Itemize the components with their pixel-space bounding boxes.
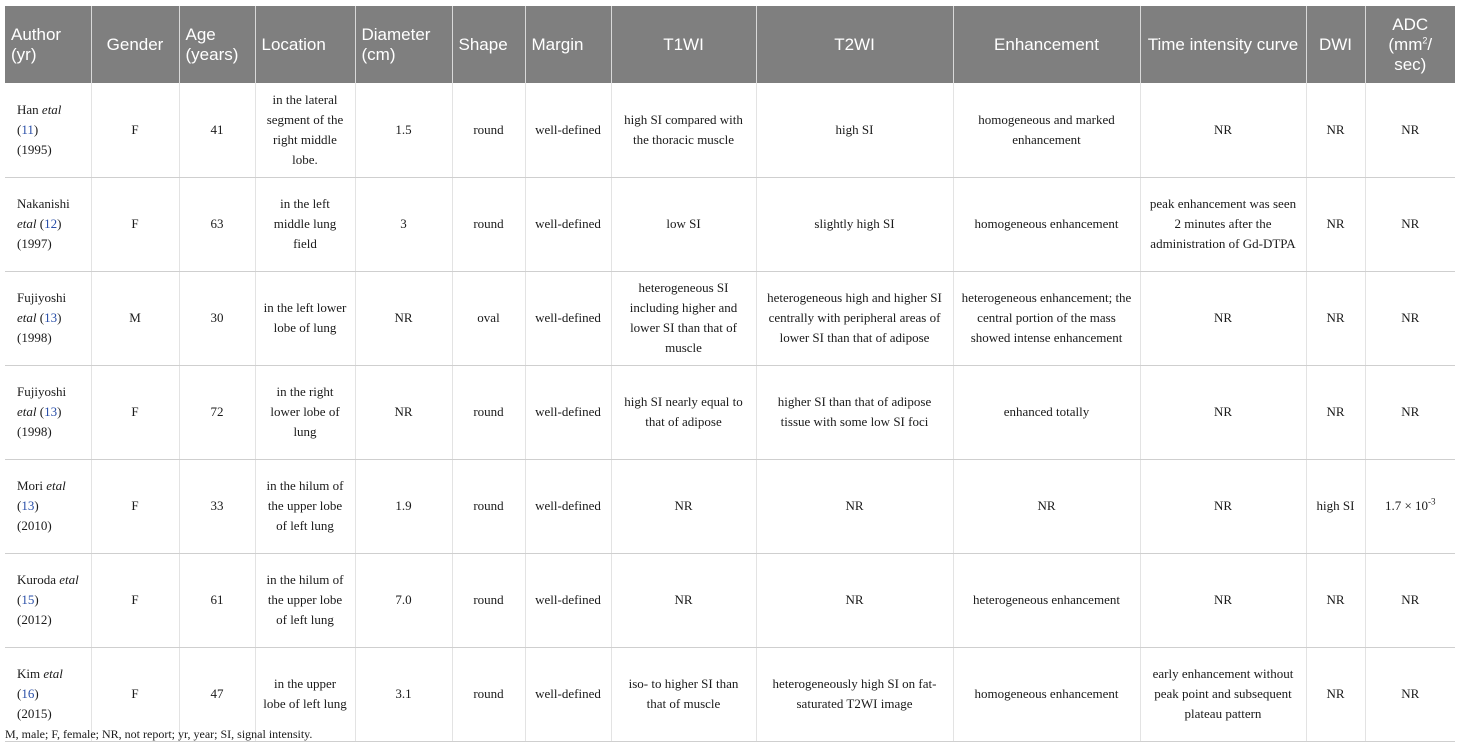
cell-adc <box>1365 553 1455 647</box>
adc-value: 1.7 × 10 <box>1384 498 1429 513</box>
adc-value: NR <box>1401 121 1420 137</box>
author-name: Mori <box>17 478 43 493</box>
cell-author <box>5 177 91 271</box>
cell-margin: well-defined <box>525 459 611 553</box>
cell-time-intensity-curve: NR <box>1140 365 1306 459</box>
author-etal: etal <box>17 310 37 325</box>
cell-location: in the hilum of the upper lobe of left lung <box>255 553 355 647</box>
ref-open: ( <box>17 498 22 513</box>
author-year: (1998) <box>17 330 52 345</box>
cell-margin: well-defined <box>525 553 611 647</box>
header-adc <box>1365 6 1455 83</box>
cell-author <box>5 365 91 459</box>
cell-shape: round <box>452 177 525 271</box>
header-adc-prefix: ADC (mm <box>1388 14 1429 54</box>
cell-dwi: NR <box>1306 83 1365 177</box>
cell-enhancement: homogeneous enhancement <box>953 177 1140 271</box>
author-etal: etal <box>46 478 66 493</box>
cell-shape: round <box>452 553 525 647</box>
author-name: Fujiyoshi <box>17 384 67 399</box>
header-row <box>5 6 1455 83</box>
cell-time-intensity-curve: peak enhancement was seen 2 minutes after the administration of Gd-DTPA <box>1140 177 1306 271</box>
author-year: (2015) <box>17 706 52 721</box>
cell-dwi: NR <box>1306 177 1365 271</box>
cell-t1wi: iso- to higher SI than that of muscle <box>611 647 756 741</box>
cell-location: in the right lower lobe of lung <box>255 365 355 459</box>
cell-author <box>5 271 91 365</box>
cell-time-intensity-curve: NR <box>1140 553 1306 647</box>
header-margin: Margin <box>525 6 611 83</box>
cell-t2wi: heterogeneous high and higher SI centrally with peripheral areas of lower SI than that of adipose <box>756 271 953 365</box>
author-year: (1995) <box>17 141 52 157</box>
cell-t1wi: high SI nearly equal to that of adipose <box>611 365 756 459</box>
cell-age: 63 <box>179 177 255 271</box>
cell-diameter: NR <box>355 365 452 459</box>
ref-open: ( <box>17 121 22 137</box>
cell-adc <box>1365 177 1455 271</box>
cell-t2wi: higher SI than that of adipose tissue with some low SI foci <box>756 365 953 459</box>
cell-gender: F <box>91 83 179 177</box>
author-year: (1997) <box>17 236 52 251</box>
author-year: (1998) <box>17 424 52 439</box>
author-name: Fujiyoshi <box>17 290 67 305</box>
cell-author <box>5 553 91 647</box>
header-t1wi: T1WI <box>611 6 756 83</box>
cell-dwi: high SI <box>1306 459 1365 553</box>
table-container <box>5 6 1455 742</box>
cell-diameter: 7.0 <box>355 553 452 647</box>
ref-open: ( <box>17 592 22 607</box>
cell-enhancement: enhanced totally <box>953 365 1140 459</box>
table-row <box>5 553 1455 647</box>
cell-age: 33 <box>179 459 255 553</box>
author-name: Kim <box>17 666 41 681</box>
author-etal: etal <box>59 572 79 587</box>
header-shape: Shape <box>452 6 525 83</box>
cell-enhancement: homogeneous enhancement <box>953 647 1140 741</box>
cell-margin: well-defined <box>525 365 611 459</box>
cell-time-intensity-curve: early enhancement without peak point and subsequent plateau pattern <box>1140 647 1306 741</box>
author-etal: etal <box>43 666 63 681</box>
header-age: Age (years) <box>179 6 255 83</box>
cell-shape: round <box>452 83 525 177</box>
cell-location: in the lateral segment of the right middle lobe. <box>255 83 355 177</box>
table-row <box>5 83 1455 177</box>
adc-value: NR <box>1401 310 1420 325</box>
cell-enhancement: heterogeneous enhancement; the central portion of the mass showed intense enhancement <box>953 271 1140 365</box>
adc-value: NR <box>1401 216 1420 231</box>
cell-location: in the upper lobe of left lung <box>255 647 355 741</box>
cell-diameter: NR <box>355 271 452 365</box>
table-row <box>5 177 1455 271</box>
header-diameter: Diameter (cm) <box>355 6 452 83</box>
cell-gender: F <box>91 365 179 459</box>
cell-shape: round <box>452 365 525 459</box>
cell-gender: M <box>91 271 179 365</box>
cell-enhancement: NR <box>953 459 1140 553</box>
cell-age: 72 <box>179 365 255 459</box>
table-footnote: M, male; F, female; NR, not report; yr, year; SI, signal intensity. <box>5 727 313 741</box>
adc-value: NR <box>1401 404 1420 419</box>
cell-t2wi: NR <box>756 459 953 553</box>
reference-link[interactable]: 13 <box>21 498 35 513</box>
cell-gender: F <box>91 647 179 741</box>
cell-diameter: 1.5 <box>355 83 452 177</box>
header-adc-sup: 2 <box>1422 34 1428 45</box>
author-etal: etal <box>17 404 37 419</box>
cell-t1wi: low SI <box>611 177 756 271</box>
header-t2wi: T2WI <box>756 6 953 83</box>
ref-open: ( <box>39 404 45 419</box>
adc-value: NR <box>1401 686 1420 701</box>
cell-t2wi: high SI <box>756 83 953 177</box>
cell-t1wi: high SI compared with the thoracic muscle <box>611 83 756 177</box>
reference-link[interactable]: 11 <box>21 121 34 137</box>
reference-link[interactable]: 15 <box>21 592 35 607</box>
cell-t1wi: heterogeneous SI including higher and lower SI than that of muscle <box>611 271 756 365</box>
author-year: (2010) <box>17 518 52 533</box>
cell-time-intensity-curve: NR <box>1140 271 1306 365</box>
adc-value: NR <box>1401 592 1420 607</box>
table-row <box>5 271 1455 365</box>
cell-adc <box>1365 647 1455 741</box>
cell-enhancement: heterogeneous enhancement <box>953 553 1140 647</box>
author-year: (2012) <box>17 612 52 627</box>
author-name: Nakanishi <box>17 196 70 211</box>
cell-t2wi: heterogeneously high SI on fat-saturated T2WI image <box>756 647 953 741</box>
cell-t1wi: NR <box>611 459 756 553</box>
cell-time-intensity-curve: NR <box>1140 83 1306 177</box>
author-etal: etal <box>17 216 37 231</box>
cell-margin: well-defined <box>525 271 611 365</box>
cell-margin: well-defined <box>525 177 611 271</box>
ref-close: ) <box>57 216 62 231</box>
cell-time-intensity-curve: NR <box>1140 459 1306 553</box>
cell-location: in the hilum of the upper lobe of left lung <box>255 459 355 553</box>
table-body <box>5 83 1455 741</box>
cell-location: in the left lower lobe of lung <box>255 271 355 365</box>
cell-age: 47 <box>179 647 255 741</box>
cell-age: 41 <box>179 83 255 177</box>
reference-link[interactable]: 16 <box>21 686 35 701</box>
header-enhancement: Enhancement <box>953 6 1140 83</box>
ref-close: ) <box>57 310 62 325</box>
cell-dwi: NR <box>1306 271 1365 365</box>
reference-link[interactable]: 12 <box>44 216 58 231</box>
ref-open: ( <box>39 310 45 325</box>
header-location: Location <box>255 6 355 83</box>
table-row <box>5 459 1455 553</box>
cell-author <box>5 83 91 177</box>
cell-dwi: NR <box>1306 365 1365 459</box>
author-name: Kuroda <box>17 572 56 587</box>
reference-link[interactable]: 13 <box>44 310 58 325</box>
ref-open: ( <box>39 216 45 231</box>
adc-exponent: -3 <box>1428 496 1436 507</box>
header-dwi: DWI <box>1306 6 1365 83</box>
cell-gender: F <box>91 177 179 271</box>
cell-diameter: 1.9 <box>355 459 452 553</box>
cell-gender: F <box>91 553 179 647</box>
literature-table <box>5 6 1455 742</box>
header-gender: Gender <box>91 6 179 83</box>
cell-margin: well-defined <box>525 647 611 741</box>
ref-close: ) <box>57 404 62 419</box>
cell-enhancement: homogeneous and marked enhancement <box>953 83 1140 177</box>
author-name: Han <box>17 101 39 117</box>
cell-t1wi: NR <box>611 553 756 647</box>
cell-shape: oval <box>452 271 525 365</box>
cell-dwi: NR <box>1306 553 1365 647</box>
cell-age: 30 <box>179 271 255 365</box>
cell-author <box>5 459 91 553</box>
ref-close: ) <box>34 592 39 607</box>
cell-dwi: NR <box>1306 647 1365 741</box>
cell-margin: well-defined <box>525 83 611 177</box>
cell-adc <box>1365 271 1455 365</box>
cell-diameter: 3 <box>355 177 452 271</box>
cell-adc <box>1365 365 1455 459</box>
ref-close: ) <box>34 686 39 701</box>
table-row <box>5 365 1455 459</box>
cell-t2wi: slightly high SI <box>756 177 953 271</box>
cell-location: in the left middle lung field <box>255 177 355 271</box>
cell-shape: round <box>452 647 525 741</box>
cell-adc <box>1365 459 1455 553</box>
cell-age: 61 <box>179 553 255 647</box>
header-adc-suffix: / sec) <box>1394 34 1433 74</box>
ref-close: ) <box>33 121 39 137</box>
cell-shape: round <box>452 459 525 553</box>
cell-t2wi: NR <box>756 553 953 647</box>
header-author: Author (yr) <box>5 6 91 83</box>
cell-diameter: 3.1 <box>355 647 452 741</box>
reference-link[interactable]: 13 <box>44 404 58 419</box>
header-time-intensity-curve: Time intensity curve <box>1140 6 1306 83</box>
author-etal: etal <box>41 101 62 117</box>
cell-gender: F <box>91 459 179 553</box>
ref-close: ) <box>34 498 39 513</box>
ref-open: ( <box>17 686 22 701</box>
cell-adc <box>1365 83 1455 177</box>
